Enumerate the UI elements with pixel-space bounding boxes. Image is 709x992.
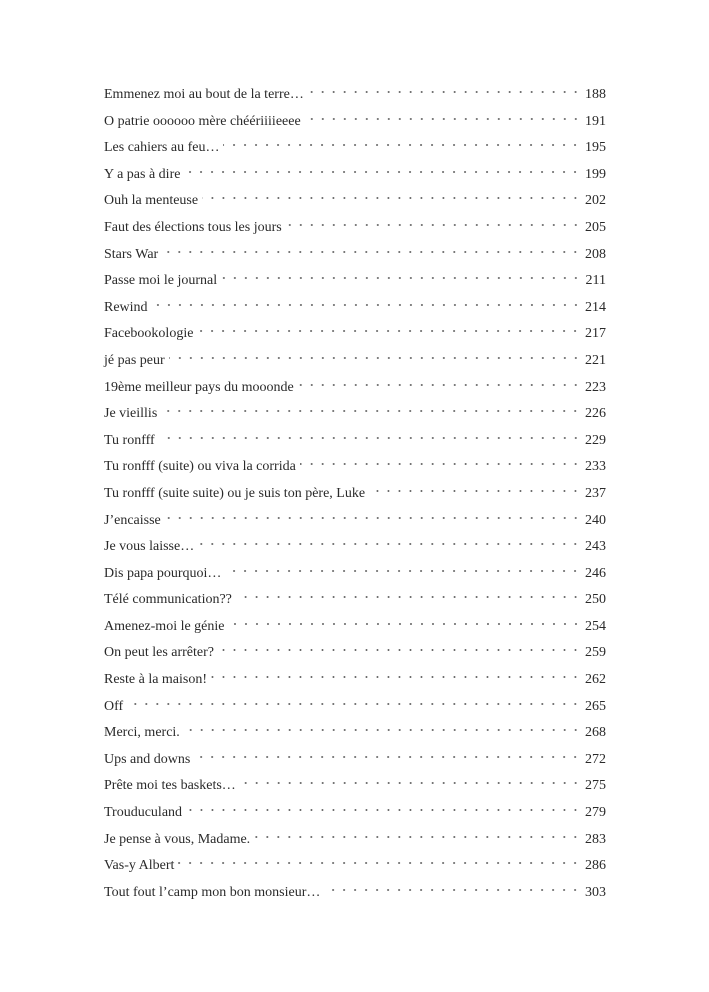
toc-entry-title: Je vieillis [104,406,158,422]
toc-entry-page-number: 237 [585,485,606,501]
dot-leader [169,355,581,361]
toc-entry-page-number: 283 [585,831,606,847]
toc-entry-title: Trouduculand [104,805,183,821]
toc-entry [104,564,606,591]
toc-entry-page-number: 275 [585,778,606,794]
toc-entry-page-number: 199 [585,166,606,182]
dot-leader [178,860,581,866]
dot-leader [225,568,581,574]
toc-entry-page-number: 191 [585,113,606,129]
toc-entry-page-number: 221 [585,352,606,368]
toc-entry [104,351,606,378]
toc-entry [104,404,606,431]
toc-entry [104,830,606,857]
toc-entry-title: Les cahiers au feu… [104,140,220,156]
toc-entry-title: jé pas peur [104,352,165,368]
toc-entry-page-number: 188 [585,87,606,102]
toc-entry [104,138,606,165]
toc-entry-page-number: 226 [585,406,606,422]
dot-leader [152,302,581,308]
toc-entry-title: Ouh la menteuse [104,193,199,209]
dot-leader [286,222,581,228]
toc-entry-title: Tu ronfff (suite) ou viva la corrida [104,459,296,475]
toc-entry-page-number: 217 [585,326,606,342]
dot-leader [161,408,581,414]
toc-entry-page-number: 254 [585,618,606,634]
dot-leader [186,807,581,813]
toc-entry [104,298,606,325]
toc-entry [104,85,606,112]
dot-leader [198,541,581,547]
toc-entry-title: O patrie oooooo mère chéériiiieeee [104,113,301,129]
toc-entry-title: Vas-y Albert [104,858,175,874]
toc-entry-title: On peut les arrêter? [104,645,214,661]
toc-entry [104,776,606,803]
toc-entry-page-number: 202 [585,193,606,209]
toc-entry-page-number: 259 [585,645,606,661]
toc-entry-page-number: 223 [585,379,606,395]
dot-leader [369,488,581,494]
toc-entry-title: Facebookologie [104,326,194,342]
dot-leader [184,727,581,733]
toc-entry-title: Tu ronfff [104,432,155,448]
toc-entry-title: Passe moi le journal [104,273,218,289]
table-of-contents [104,85,606,909]
toc-entry [104,723,606,750]
toc-entry-title: J’encaisse [104,512,161,528]
dot-leader [305,116,581,122]
toc-entry-title: Off [104,698,124,714]
dot-leader [236,594,581,600]
dot-leader [229,621,581,627]
toc-entry-title: Y a pas à dire [104,166,181,182]
toc-entry-title: Stars War [104,246,159,262]
dot-leader [254,834,581,840]
toc-entry-page-number: 303 [585,884,606,900]
toc-entry [104,617,606,644]
toc-entry [104,112,606,139]
toc-entry [104,537,606,564]
toc-entry [104,484,606,511]
toc-entry-page-number: 208 [585,246,606,262]
dot-leader [218,647,581,653]
toc-entry-page-number: 205 [585,219,606,235]
toc-entry [104,511,606,538]
toc-entry [104,856,606,883]
toc-entry-page-number: 265 [585,698,606,714]
toc-entry-title: 19ème meilleur pays du mooonde [104,379,294,395]
toc-entry-page-number: 272 [585,751,606,767]
dot-leader [184,169,581,175]
toc-entry-page-number: 229 [585,432,606,448]
toc-entry [104,750,606,777]
dot-leader [197,328,581,334]
dot-leader [211,674,581,680]
dot-leader [159,435,581,441]
toc-entry-page-number: 246 [585,565,606,581]
toc-entry [104,271,606,298]
toc-entry-title: Merci, merci. [104,725,180,741]
toc-entry-title: Tout fout l’camp mon bon monsieur… [104,884,321,900]
dot-leader [202,195,581,201]
dot-leader [221,275,581,281]
toc-entry [104,643,606,670]
toc-entry-page-number: 268 [585,725,606,741]
toc-entry-page-number: 286 [585,858,606,874]
toc-entry [104,883,606,910]
toc-entry [104,697,606,724]
dot-leader [298,382,581,388]
dot-leader [240,780,581,786]
toc-entry-page-number: 214 [585,299,606,315]
dot-leader [162,249,581,255]
toc-entry-title: Je pense à vous, Madame. [104,831,251,847]
toc-entry [104,670,606,697]
toc-entry [104,191,606,218]
toc-entry [104,378,606,405]
toc-entry-page-number: 195 [585,140,606,156]
toc-entry-title: Dis papa pourquoi… [104,565,222,581]
dot-leader [165,515,581,521]
toc-entry-page-number: 233 [585,459,606,475]
toc-entry-page-number: 243 [585,539,606,555]
toc-entry-title: Prête moi tes baskets… [104,778,236,794]
toc-entry-title: Emmenez moi au bout de la terre… [104,87,304,102]
toc-entry [104,218,606,245]
toc-entry-title: Je vous laisse… [104,539,195,555]
toc-entry [104,324,606,351]
dot-leader [223,142,581,148]
toc-entry-page-number: 240 [585,512,606,528]
toc-entry-title: Ups and downs [104,751,191,767]
toc-entry-page-number: 279 [585,805,606,821]
dot-leader [194,754,581,760]
toc-entry [104,165,606,192]
toc-entry-title: Reste à la maison! [104,672,208,688]
toc-entry-title: Rewind [104,299,148,315]
dot-leader [127,701,581,707]
dot-leader [308,89,581,95]
toc-entry [104,803,606,830]
toc-entry-title: Faut des élections tous les jours [104,219,282,235]
dot-leader [324,887,581,893]
dot-leader [300,461,581,467]
toc-entry [104,245,606,272]
toc-entry-page-number: 250 [585,592,606,608]
toc-entry [104,457,606,484]
toc-entry [104,590,606,617]
toc-entry-page-number: 262 [585,672,606,688]
toc-entry-title: Télé communication?? [104,592,232,608]
toc-entry-page-number: 211 [585,273,606,289]
toc-entry [104,431,606,458]
toc-entry-title: Tu ronfff (suite suite) ou je suis ton père, Luke [104,485,366,501]
toc-entry-title: Amenez-moi le génie [104,618,225,634]
